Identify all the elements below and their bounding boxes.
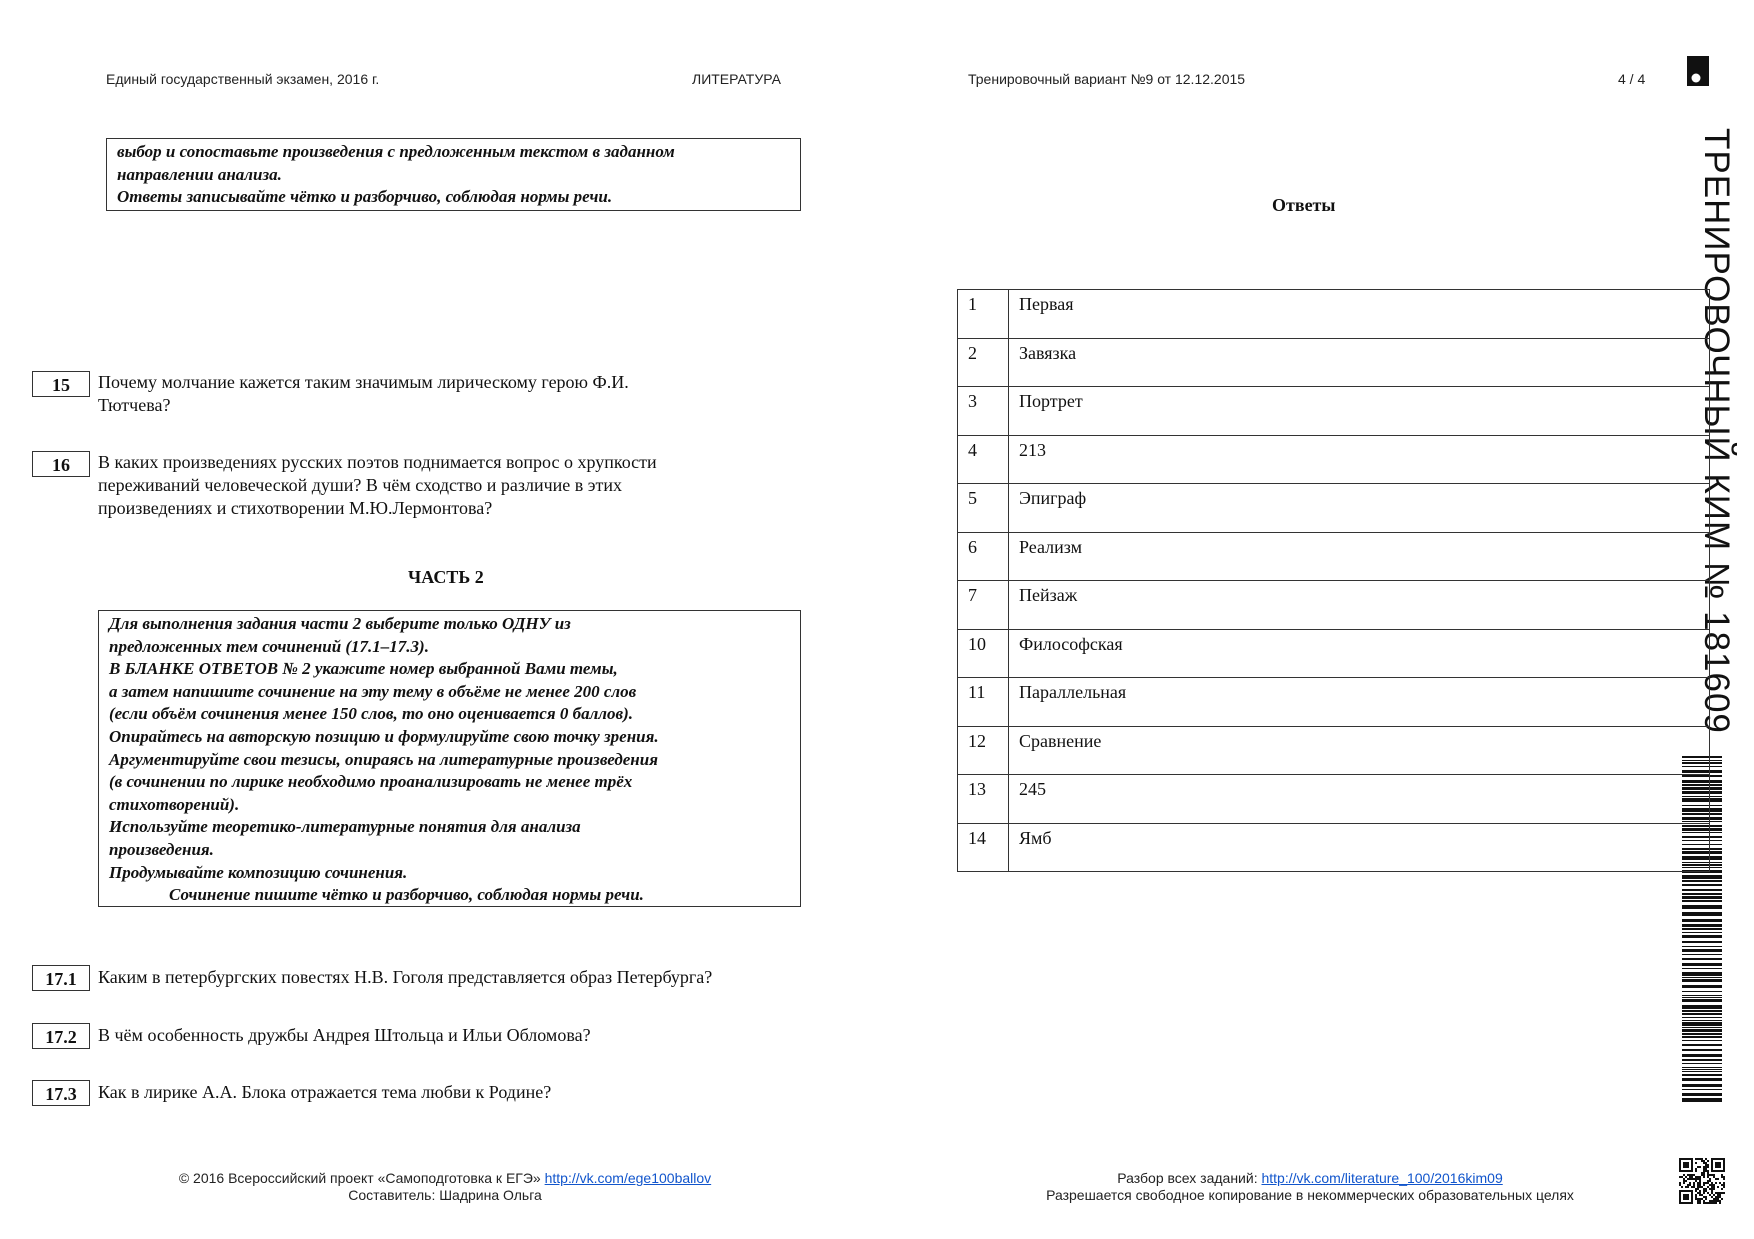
answer-number: 4 (958, 435, 1009, 484)
footer-left (160, 1170, 730, 1204)
answers-title: Ответы (1272, 195, 1336, 215)
answer-number: 12 (958, 726, 1009, 775)
answer-number: 10 (958, 629, 1009, 678)
side-variant-title: ТРЕНИРОВОЧНЫЙ КИМ № 181609 (1697, 128, 1736, 734)
top-instruction-box (106, 138, 801, 211)
answer-number: 14 (958, 823, 1009, 872)
topic-number-17-2: 17.2 (32, 1023, 90, 1049)
answer-number: 5 (958, 484, 1009, 533)
header-page-number: 4 / 4 (1618, 71, 1646, 87)
answer-number: 6 (958, 532, 1009, 581)
footer-license: Разрешается свободное копирование в некоммерческих образовательных целях (1046, 1187, 1574, 1203)
answer-row (958, 435, 1710, 484)
answer-row (958, 338, 1710, 387)
topic-text-17-1: Каким в петербургских повестях Н.В. Гоголя представляется образ Петербурга? (98, 967, 713, 987)
answer-number: 7 (958, 581, 1009, 630)
question-number-15: 15 (32, 371, 90, 397)
answer-value: 245 (1009, 775, 1710, 824)
corner-marker-icon (1687, 56, 1709, 86)
answer-value: Эпиграф (1009, 484, 1710, 533)
answer-value: Сравнение (1009, 726, 1710, 775)
answer-number: 1 (958, 290, 1009, 339)
answer-row (958, 726, 1710, 775)
header-variant: Тренировочный вариант №9 от 12.12.2015 (968, 71, 1246, 87)
part2-instruction-box: Для выполнения задания части 2 выберите только ОДНУ из предложенных тем сочинений (17.1–17.3). В БЛАНКЕ ОТВЕТОВ № 2 укажите номер выбранной Вами темы, а затем напишите сочинение на эту тему в объёме не менее 200 слов (если объём сочинения менее 150 слов, то оно оценивается 0 баллов). Опирайтесь на авторскую позицию и формулируйте свою точку зрения. Аргументируйте свои тезисы, опираясь на литературные произведения (в сочинении по лирике необходимо проанализировать не менее трёх стихотворений). Используйте теоретико-литературные понятия для анализа произведения. Продумывайте композицию сочинения. Сочинение пишите чётко и разборчиво, соблюдая нормы речи. (98, 610, 801, 907)
topic-text-17-3: Как в лирике А.А. Блока отражается тема любви к Родине? (98, 1082, 552, 1102)
top-note-line: направлении анализа. (117, 164, 282, 184)
answer-value: Ямб (1009, 823, 1710, 872)
top-note-line: выбор и сопоставьте произведения с предложенным текстом в заданном (117, 142, 675, 161)
topic-number-17-3: 17.3 (32, 1080, 90, 1106)
answer-row (958, 678, 1710, 727)
answer-value: Философская (1009, 629, 1710, 678)
answer-value: Первая (1009, 290, 1710, 339)
question-text-16: В каких произведениях русских поэтов поднимается вопрос о хрупкости переживаний человеческой души? В чём сходство и различие в этих произведениях и стихотворении М.Ю.Лермонтова? (98, 452, 657, 518)
topic-text-17-2: В чём особенность дружбы Андрея Штольца и Ильи Обломова? (98, 1025, 591, 1045)
qr-code-icon (1679, 1158, 1725, 1204)
answer-value: Пейзаж (1009, 581, 1710, 630)
footer-group-link[interactable]: http://vk.com/ege100ballov (544, 1170, 712, 1186)
question-number-16: 16 (32, 451, 90, 477)
answer-row (958, 532, 1710, 581)
answer-value: Завязка (1009, 338, 1710, 387)
answers-table (957, 289, 1710, 872)
answer-number: 11 (958, 678, 1009, 727)
question-text-15: Почему молчание кажется таким значимым лирическому герою Ф.И. Тютчева? (98, 372, 629, 415)
footer-right (1020, 1170, 1600, 1204)
answer-row (958, 775, 1710, 824)
answer-row (958, 290, 1710, 339)
answer-value: Параллельная (1009, 678, 1710, 727)
header-exam-title: Единый государственный экзамен, 2016 г. (106, 71, 380, 87)
answer-value: 213 (1009, 435, 1710, 484)
footer-author: Составитель: Шадрина Ольга (348, 1187, 542, 1203)
top-note-line: Ответы записывайте чётко и разборчиво, соблюдая нормы речи. (117, 187, 613, 207)
answer-row (958, 823, 1710, 872)
answer-value: Реализм (1009, 532, 1710, 581)
footer-copyright: © 2016 Всероссийский проект «Самоподготовка к ЕГЭ» (178, 1170, 541, 1186)
footer-analysis-label: Разбор всех заданий: (1117, 1170, 1258, 1186)
answer-number: 3 (958, 387, 1009, 436)
topic-number-17-1: 17.1 (32, 965, 90, 991)
answer-row (958, 387, 1710, 436)
answer-number: 2 (958, 338, 1009, 387)
footer-analysis-link[interactable]: http://vk.com/literature_100/2016kim09 (1261, 1170, 1503, 1186)
answer-number: 13 (958, 775, 1009, 824)
answer-row (958, 629, 1710, 678)
answer-row (958, 484, 1710, 533)
header-subject: ЛИТЕРАТУРА (692, 71, 781, 87)
answer-value: Портрет (1009, 387, 1710, 436)
part2-title: ЧАСТЬ 2 (408, 567, 484, 587)
answer-row (958, 581, 1710, 630)
